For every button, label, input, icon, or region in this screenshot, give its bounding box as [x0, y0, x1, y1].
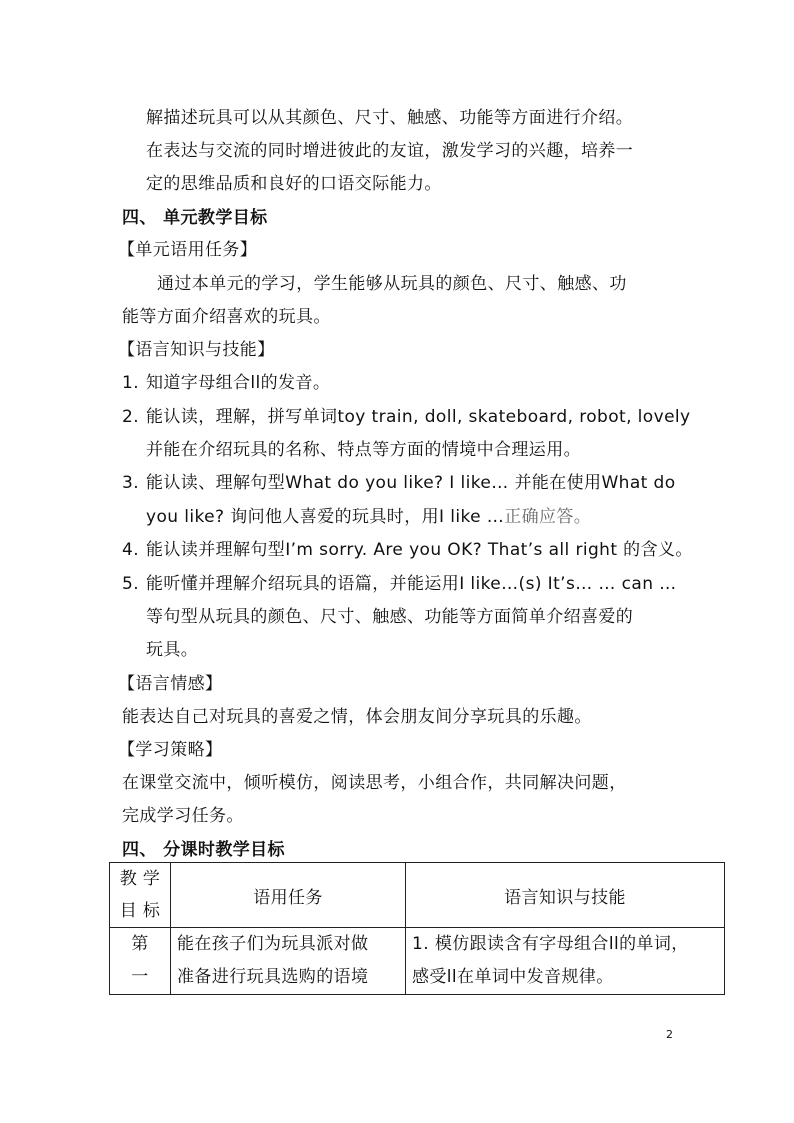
header-cell-text: 教 学	[119, 869, 161, 889]
cell-text: 一	[131, 967, 149, 987]
lesson-goals-table	[109, 862, 725, 995]
emotion-label: 【语言情感】	[118, 674, 223, 694]
emotion-text: 能表达自己对玩具的喜爱之情，体会朋友间分享玩具的乐趣。	[122, 707, 592, 727]
intro-line-2: 在表达与交流的同时增进彼此的友谊，激发学习的兴趣，培养一	[146, 141, 634, 161]
header-cell-knowledge: 语言知识与技能	[406, 863, 725, 928]
task-line-2: 能等方面介绍喜欢的玩具。	[122, 307, 331, 327]
page-number: 2	[666, 1028, 673, 1041]
item-number: 2.	[122, 407, 140, 427]
task-label: 【单元语用任务】	[118, 240, 258, 260]
knowledge-item-5-cont-2: 玩具。	[146, 640, 199, 660]
cell-text: 能在孩子们为玩具派对做	[177, 934, 369, 954]
section-heading-unit-goals: 四、 单元教学目标	[122, 208, 268, 228]
cell-text: 准备进行玩具选购的语境	[177, 967, 369, 987]
item-text: you like? 询问他人喜爱的玩具时，用I like …	[146, 507, 505, 527]
section-heading-lesson-goals: 四、 分课时教学目标	[122, 840, 285, 860]
item-number: 1.	[122, 373, 140, 393]
header-cell-task: 语用任务	[171, 863, 406, 928]
row-cell-lesson	[110, 928, 171, 995]
knowledge-item-3	[122, 471, 676, 495]
item-number: 5.	[122, 574, 140, 594]
table-row	[110, 928, 725, 995]
row-cell-task	[171, 928, 406, 995]
knowledge-item-2-cont: 并能在介绍玩具的名称、特点等方面的情境中合理运用。	[146, 440, 581, 460]
item-text: 能听懂并理解介绍玩具的语篇，并能运用I like…(s) It’s… … can …	[146, 574, 677, 594]
item-number: 3.	[122, 473, 140, 493]
task-line-1: 通过本单元的学习，学生能够从玩具的颜色、尺寸、触感、功	[157, 274, 627, 294]
knowledge-label: 【语言知识与技能】	[118, 340, 275, 360]
knowledge-item-2	[122, 405, 691, 429]
item-text: 能认读并理解句型I’m sorry. Are you OK? That’s all right 的含义。	[146, 540, 693, 560]
intro-line-3: 定的思维品质和良好的口语交际能力。	[146, 174, 442, 194]
row-cell-knowledge	[406, 928, 725, 995]
intro-line-1: 解描述玩具可以从其颜色、尺寸、触感、功能等方面进行介绍。	[146, 108, 634, 128]
item-text: 知道字母组合ll的发音。	[146, 373, 331, 393]
knowledge-item-4	[122, 538, 693, 562]
knowledge-item-1	[122, 371, 330, 395]
header-cell-text: 目 标	[119, 901, 161, 921]
knowledge-item-3-cont	[146, 505, 591, 529]
cell-text: 感受ll在单词中发音规律。	[412, 967, 614, 987]
table-header-row	[110, 863, 725, 928]
knowledge-item-5	[122, 572, 677, 596]
strategy-line-2: 完成学习任务。	[122, 806, 244, 826]
strategy-line-1: 在课堂交流中，倾听模仿，阅读思考，小组合作，共同解决问题，	[122, 773, 627, 793]
header-cell-goals	[110, 863, 171, 928]
item-text: 能认读，理解，拼写单词toy train, doll, skateboard, robot, lovely	[146, 407, 691, 427]
item-text: 能认读、理解句型What do you like? I like… 并能在使用What do	[146, 473, 676, 493]
item-text-tail: 正确应答。	[504, 507, 592, 527]
strategy-label: 【学习策略】	[118, 740, 223, 760]
knowledge-item-5-cont-1: 等句型从玩具的颜色、尺寸、触感、功能等方面简单介绍喜爱的	[146, 607, 634, 627]
cell-text: 1. 模仿跟读含有字母组合ll的单词，	[412, 934, 689, 954]
cell-text: 第	[131, 934, 149, 954]
item-number: 4.	[122, 540, 140, 560]
